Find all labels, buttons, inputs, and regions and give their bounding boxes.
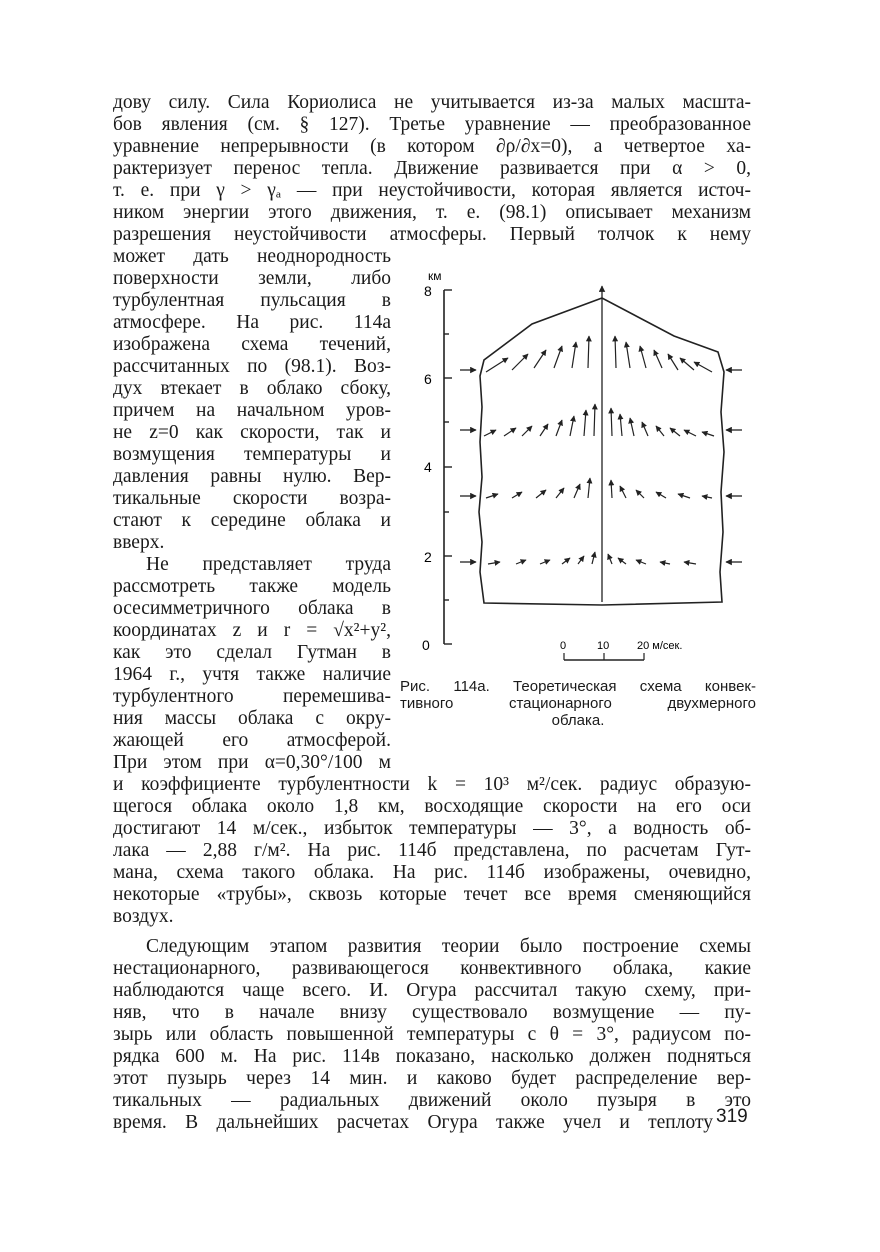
text-line: тикальных — радиальных движений около пузыря в это xyxy=(113,1090,751,1111)
text-line: воздух. xyxy=(113,906,174,927)
cloud-flow-diagram xyxy=(412,272,762,672)
caption-line: облака. xyxy=(551,712,605,729)
text-line: наблюдаются чаще всего. И. Огура рассчитал такую схему, при- xyxy=(113,980,751,1001)
flow-row-middle xyxy=(486,478,712,498)
text-line: стают к середине облака и xyxy=(113,510,391,531)
text-line: не z=0 как скорости, так и xyxy=(113,422,391,443)
text-line: рактеризует перенос тепла. Движение развивается при α > 0, xyxy=(113,158,751,179)
y-tick-label: 2 xyxy=(424,549,432,565)
scale-label: 10 xyxy=(597,640,610,652)
text-line: нестационарного, развивающегося конвективного облака, какие xyxy=(113,958,751,979)
text-line: ния массы облака с окру- xyxy=(113,708,391,729)
text-line: дову силу. Сила Кориолиса не учитывается из-за малых масшта- xyxy=(113,92,751,113)
text-line: как это сделал Гутман в xyxy=(113,642,391,663)
text-line: некоторые «трубы», сквозь которые течет все время сменяющийся xyxy=(113,884,751,905)
text-line: т. е. при γ > γₐ — при неустойчивости, которая является источ- xyxy=(113,180,751,201)
text-line: рассчитанных по (98.1). Воз- xyxy=(113,356,391,377)
text-line: поверхности земли, либо xyxy=(113,268,391,289)
text-line: разрешения неустойчивости атмосферы. Первый толчок к нему xyxy=(113,224,751,245)
text-line: При этом при α=0,30°/100 м xyxy=(113,752,391,773)
text-line: турбулентного перемешива- xyxy=(113,686,391,707)
text-line: изображена схема течений, xyxy=(113,334,391,355)
y-tick-label: 0 xyxy=(422,637,430,653)
text-line: достигают 14 м/сек., избыток температуры — 3°, а водность об- xyxy=(113,818,751,839)
y-tick-label: 8 xyxy=(424,283,432,299)
y-tick-marks xyxy=(444,290,452,644)
text-line: время. В дальнейших расчетах Огура также учел и теплоту xyxy=(113,1112,713,1133)
text-line: бов явления (см. § 127). Третье уравнение — преобразованное xyxy=(113,114,751,135)
text-line: мана, схема такого облака. На рис. 114б изображены, очевидно, xyxy=(113,862,751,883)
y-tick-label: 4 xyxy=(424,459,432,475)
caption-line: тивного стационарного двухмерного xyxy=(400,695,756,712)
flow-row-top xyxy=(486,336,712,372)
text-line: координатах z и r = √x²+y², xyxy=(113,620,391,641)
scale-label: 0 xyxy=(560,640,567,652)
text-line: лака — 2,88 г/м². На рис. 114б представлена, по расчетам Гут- xyxy=(113,840,751,861)
text-line: осесимметричного облака в xyxy=(113,598,391,619)
text-line: давления равны нулю. Вер- xyxy=(113,466,391,487)
text-line: этот пузырь через 14 мин. и каково будет распределение вер- xyxy=(113,1068,751,1089)
velocity-scale-bar xyxy=(560,640,682,660)
caption-line: Рис. 114а. Теоретическая схема конвек- xyxy=(400,678,756,695)
axis-unit-label: км xyxy=(428,272,442,283)
text-line: турбулентная пульсация в xyxy=(113,290,391,311)
text-line: тикальные скорости возра- xyxy=(113,488,391,509)
text-line: зырь или область повышенной температуры с θ = 3°, радиусом по- xyxy=(113,1024,751,1045)
text-line: может дать неоднородность xyxy=(113,246,391,267)
inflow-arrows xyxy=(460,370,742,562)
y-tick-label: 6 xyxy=(424,371,432,387)
text-line: рассмотреть также модель xyxy=(113,576,391,597)
text-line: и коэффициенте турбулентности k = 10³ м²/сек. радиус образую- xyxy=(113,774,751,795)
text-line: рядка 600 м. На рис. 114в показано, насколько должен подняться xyxy=(113,1046,751,1067)
flow-row-upper xyxy=(484,404,714,436)
text-line: вверх. xyxy=(113,532,165,553)
text-line: няв, что в начале внизу существовало возмущение — пу- xyxy=(113,1002,751,1023)
text-line: жающей его атмосферой. xyxy=(113,730,391,751)
text-line: 1964 г., учтя также наличие xyxy=(113,664,391,685)
text-line: дух втекает в облако сбоку, xyxy=(113,378,391,399)
text-line: щегося облака около 1,8 км, восходящие скорости на его оси xyxy=(113,796,751,817)
scale-label: 20 м/сек. xyxy=(637,640,683,652)
text-line: причем на начальном уров- xyxy=(113,400,391,421)
paragraph-start: Не представляет труда xyxy=(146,554,391,575)
text-line: атмосфере. На рис. 114а xyxy=(113,312,391,333)
flow-row-bottom xyxy=(488,552,696,564)
paragraph-start: Следующим этапом развития теории было построение схемы xyxy=(146,936,751,957)
text-line: ником энергии этого движения, т. е. (98.1) описывает механизм xyxy=(113,202,751,223)
text-line: возмущения температуры и xyxy=(113,444,391,465)
text-line: уравнение непрерывности (в котором ∂ρ/∂x=0), а четвертое ха- xyxy=(113,136,751,157)
figure-caption xyxy=(400,678,756,729)
page-number: 319 xyxy=(716,1106,748,1127)
